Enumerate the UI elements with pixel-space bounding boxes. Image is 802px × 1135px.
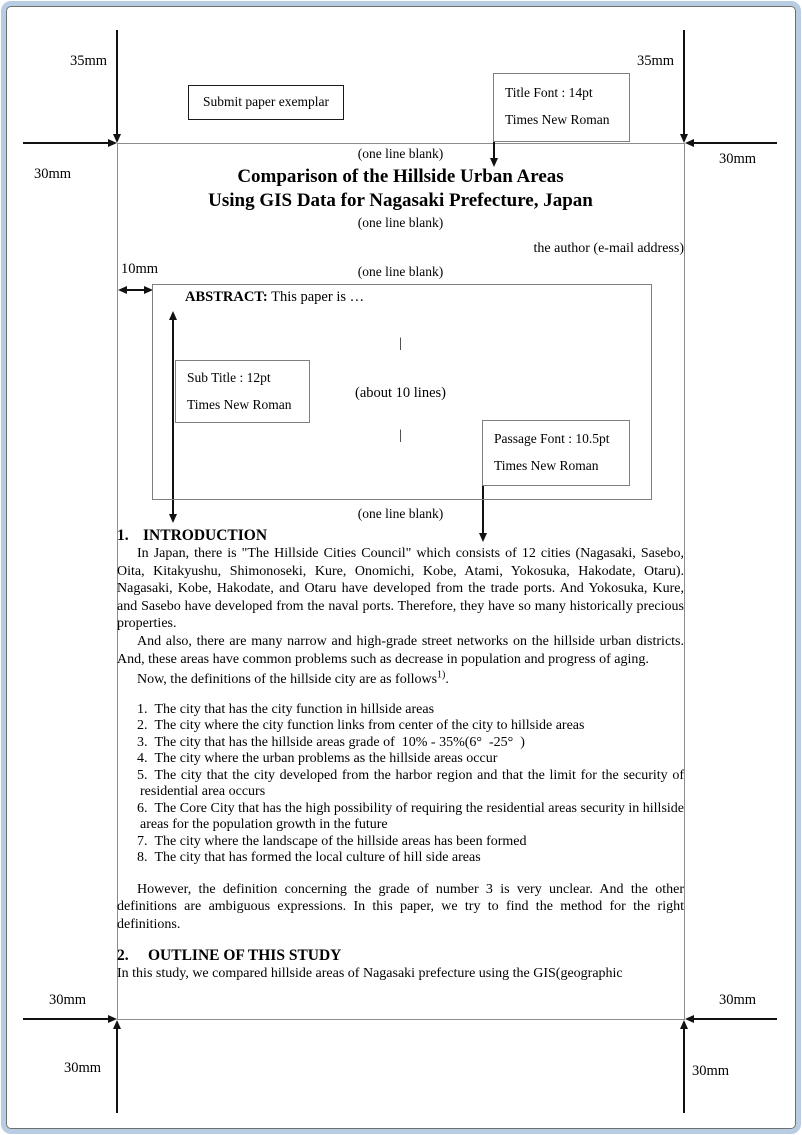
margin-label-bottom-left-30mm-h: 30mm xyxy=(49,992,87,1008)
title-font-callout-box xyxy=(493,73,630,142)
intro-paragraph-1: In Japan, there is "The Hillside Cities Council" which consists of 12 cities (Nagasaki, Sasebo, Oita, Kitakyushu, Shimonoseki, Kure, Onomichi, Kobe, Atami, Yokosuka, Hakodate, Otaru). Nagasaki, Kobe, Hakodate, and Otaru have developed from the trade ports. And Yokosuka, Kure, and Sasebo have developed from the naval ports. Therefore, they have so many historically precious properties. xyxy=(117,546,684,632)
footnote-reference: 1) xyxy=(437,669,446,681)
one-line-blank-note-3: (one line blank) xyxy=(357,264,444,279)
section-heading-outline xyxy=(117,947,684,965)
sub-title-callout-line1: Sub Title : 12pt xyxy=(187,370,271,385)
margin-label-top-left-30mm: 30mm xyxy=(34,166,72,182)
title-font-callout-line1: Title Font : 14pt xyxy=(505,85,593,100)
margin-label-top-right-30mm: 30mm xyxy=(719,151,757,167)
section-title: OUTLINE OF THIS STUDY xyxy=(148,946,342,964)
passage-font-callout-line1: Passage Font : 10.5pt xyxy=(494,431,610,446)
abstract-text: This paper is … xyxy=(271,289,365,305)
one-line-blank-note-1: (one line blank) xyxy=(357,146,444,161)
definition-number: 8. xyxy=(137,850,148,866)
definition-number: 2. xyxy=(137,718,148,734)
definition-list-item: 3. The city that has the hillside areas grade of 10% - 35%(6° -25° ) xyxy=(137,734,525,750)
section-title: INTRODUCTION xyxy=(143,527,268,544)
margin-label-bottom-left-30mm-v: 30mm xyxy=(64,1060,102,1076)
definition-number: 4. xyxy=(137,751,148,767)
margin-label-top-left-35mm: 35mm xyxy=(70,53,108,69)
right-margin-guide-line xyxy=(684,143,685,1020)
definition-number: 7. xyxy=(137,833,148,849)
definition-number: 3. xyxy=(137,734,148,750)
definition-number: 1. xyxy=(137,701,148,717)
bottom-margin-guide-line xyxy=(117,1019,685,1020)
intro-paragraph-2: And also, there are many narrow and high-grade street networks on the hillside urban districts. And, these areas have common problems such as decrease in population and progress of aging. xyxy=(117,633,684,667)
passage-font-callout-line2: Times New Roman xyxy=(494,458,599,473)
definition-number: 5. xyxy=(137,767,148,783)
intro-paragraph-3-text: Now, the definitions of the hillside city are as follows xyxy=(137,672,438,688)
section-number: 2. xyxy=(117,946,129,964)
title-font-callout-line2: Times New Roman xyxy=(505,112,610,127)
one-line-blank-note-4: (one line blank) xyxy=(357,506,444,521)
abstract-ellipsis-bar-bottom: | xyxy=(399,428,402,443)
paper-title-line1: Comparison of the Hillside Urban Areas xyxy=(237,166,564,187)
abstract-label: ABSTRACT: xyxy=(185,289,268,305)
definition-list-item: 8. The city that has formed the local culture of hill side areas xyxy=(137,850,481,866)
one-line-blank-note-2: (one line blank) xyxy=(357,215,444,230)
margin-label-bottom-right-30mm-h: 30mm xyxy=(719,992,757,1008)
abstract-heading xyxy=(185,289,364,306)
margin-label-indent-10mm: 10mm xyxy=(121,261,159,277)
definition-list-item: 5. The city that the city developed from the harbor region and that the limit for the security of residential area occurs xyxy=(137,767,684,800)
margin-label-top-right-35mm: 35mm xyxy=(637,53,675,69)
abstract-ellipsis-bar-top: | xyxy=(399,336,402,351)
sub-title-callout-line2: Times New Roman xyxy=(187,397,292,412)
definition-list-item: 2. The city where the city function links from center of the city to hillside areas xyxy=(137,718,585,734)
paper-body xyxy=(117,527,684,982)
definition-list-item: 4. The city where the urban problems as the hillside areas occur xyxy=(137,751,498,767)
paper-title-line2: Using GIS Data for Nagasaki Prefecture, Japan xyxy=(208,190,593,211)
definition-number: 6. xyxy=(137,800,148,816)
outline-paragraph: In this study, we compared hillside areas of Nagasaki prefecture using the GIS(geographic xyxy=(117,965,623,981)
submit-paper-exemplar-box: Submit paper exemplar xyxy=(188,85,344,120)
intro-paragraph-3 xyxy=(117,671,684,689)
definition-list-item: 1. The city that has the city function in hillside areas xyxy=(137,701,435,717)
hillside-definition-list xyxy=(137,702,684,867)
definition-list-item: 7. The city where the landscape of the hillside areas has been formed xyxy=(137,833,527,849)
section-heading-introduction xyxy=(117,527,684,545)
author-line: the author (e-mail address) xyxy=(533,241,684,256)
about-ten-lines-note: (about 10 lines) xyxy=(354,385,446,401)
intro-paragraph-3-period: . xyxy=(445,672,449,688)
however-paragraph: However, the definition concerning the grade of number 3 is very unclear. And the other definitions are ambiguous expressions. In this paper, we try to find the method for the right definitions. xyxy=(117,881,684,932)
top-margin-guide-line xyxy=(117,143,685,144)
definition-list-item: 6. The Core City that has the high possibility of requiring the residential areas security in hillside areas for the population growth in the future xyxy=(137,800,684,833)
section-number: 1. xyxy=(117,527,129,544)
margin-label-bottom-right-30mm-v: 30mm xyxy=(692,1063,730,1079)
